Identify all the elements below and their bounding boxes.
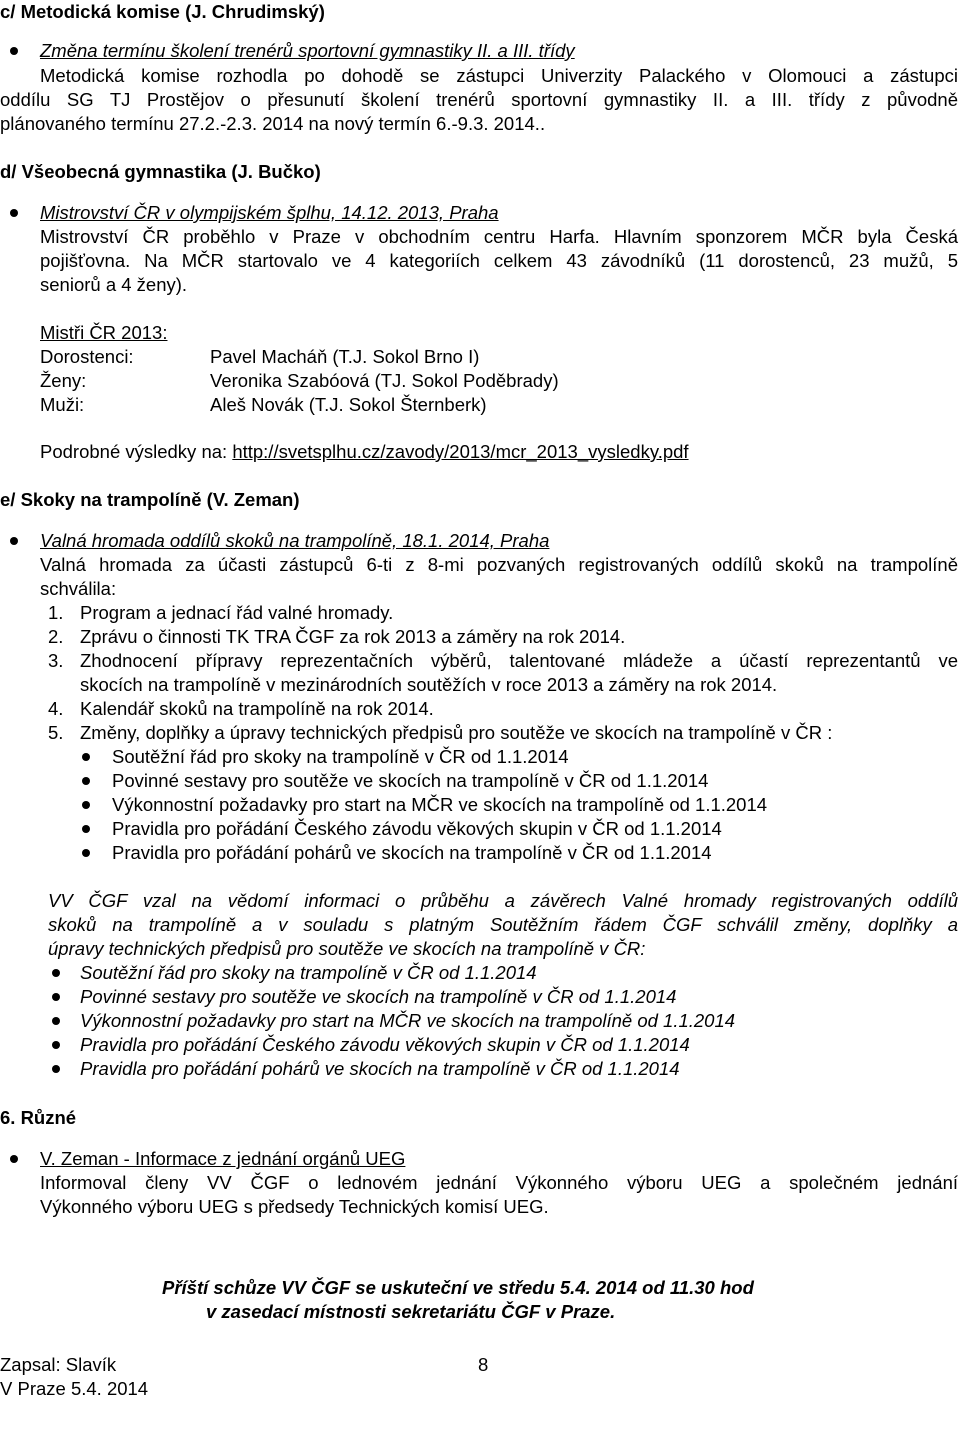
section-c-heading: c/ Metodická komise (J. Chrudimský): [0, 1, 325, 22]
section-6-paragraph-line: Výkonného výboru UEG s předsedy Technických komisí UEG.: [40, 1196, 549, 1217]
sub-list-item: Pravidla pro pořádání pohárů ve skocích na trampolíně v ČR od 1.1.2014: [112, 842, 712, 863]
bullet-icon: [52, 1065, 60, 1073]
list-item: Kalendář skoků na trampolíně na rok 2014.: [80, 698, 434, 719]
sub-list-item: Povinné sestavy pro soutěže ve skocích na trampolíně v ČR od 1.1.2014: [112, 770, 709, 791]
bullet-icon: [52, 969, 60, 977]
bullet-icon: [10, 209, 18, 217]
list-item: Program a jednací řád valné hromady.: [80, 602, 394, 623]
next-meeting-line: v zasedací místnosti sekretariátu ČGF v Praze.: [206, 1301, 616, 1322]
bullet-icon: [52, 993, 60, 1001]
champion-category: Muži:: [40, 394, 85, 415]
results-line: [40, 440, 689, 464]
section-c-paragraph-line: plánovaného termínu 27.2.-2.3. 2014 na nový termín 6.-9.3. 2014..: [0, 113, 546, 134]
list-number: 2.: [48, 626, 64, 647]
bullet-icon: [52, 1017, 60, 1025]
vv-list-item: Soutěžní řád pro skoky na trampolíně v ČR od 1.1.2014: [80, 962, 537, 983]
section-6-heading: 6. Různé: [0, 1107, 77, 1128]
section-d-heading: d/ Všeobecná gymnastika (J. Bučko): [0, 161, 321, 182]
next-meeting-line: Příští schůze VV ČGF se uskuteční ve středu 5.4. 2014 od 11.30 hod: [162, 1277, 754, 1298]
section-d-item-title: Mistrovství ČR v olympijském šplhu, 14.12. 2013, Praha: [40, 202, 499, 223]
section-e-paragraph-line: schválila:: [40, 578, 117, 599]
list-number: 4.: [48, 698, 64, 719]
list-number: 5.: [48, 722, 64, 743]
champion-category: Ženy:: [40, 370, 87, 391]
section-c-paragraph-line: Metodická komise rozhodla po dohodě se zástupci Univerzity Palackého v Olomouci a zástupci: [40, 65, 958, 86]
bullet-icon: [82, 849, 90, 857]
sub-list-item: Soutěžní řád pro skoky na trampolíně v ČR od 1.1.2014: [112, 746, 569, 767]
section-6-paragraph-line: Informoval členy VV ČGF o lednovém jednání Výkonného výboru UEG a společném jednání: [40, 1172, 958, 1193]
results-label: Podrobné výsledky na:: [40, 441, 233, 462]
bullet-icon: [82, 753, 90, 761]
section-e-item-title: Valná hromada oddílů skoků na trampolíně, 18.1. 2014, Praha: [40, 530, 550, 551]
champion-name: Veronika Szabóová (TJ. Sokol Poděbrady): [210, 370, 559, 391]
section-6-item-title: V. Zeman - Informace z jednání orgánů UEG: [40, 1148, 406, 1169]
footer-author: Zapsal: Slavík: [0, 1354, 117, 1375]
list-item: Zhodnocení přípravy reprezentačních výběrů, talentované mládeže a účastí reprezentantů ve: [80, 650, 958, 671]
results-link[interactable]: http://svetsplhu.cz/zavody/2013/mcr_2013_vysledky.pdf: [232, 441, 689, 462]
vv-list-item: Povinné sestavy pro soutěže ve skocích na trampolíně v ČR od 1.1.2014: [80, 986, 677, 1007]
section-c-item-title: Změna termínu školení trenérů sportovní gymnastiky II. a III. třídy: [40, 40, 575, 61]
champion-name: Pavel Macháň (T.J. Sokol Brno I): [210, 346, 480, 367]
bullet-icon: [52, 1041, 60, 1049]
bullet-icon: [10, 1155, 18, 1163]
section-d-paragraph-line: Mistrovství ČR proběhlo v Praze v obchodním centru Harfa. Hlavním sponzorem MČR byla Česká: [40, 226, 958, 247]
bullet-icon: [10, 47, 18, 55]
vv-paragraph-line: úpravy technických předpisů pro soutěže ve skocích na trampolíně v ČR:: [48, 938, 646, 959]
list-number: 1.: [48, 602, 64, 623]
vv-list-item: Pravidla pro pořádání Českého závodu věkových skupin v ČR od 1.1.2014: [80, 1034, 690, 1055]
champion-name: Aleš Novák (T.J. Sokol Šternberk): [210, 394, 487, 415]
list-item: Zprávu o činnosti TK TRA ČGF za rok 2013 a záměry na rok 2014.: [80, 626, 626, 647]
bullet-icon: [82, 777, 90, 785]
sub-list-item: Výkonnostní požadavky pro start na MČR ve skocích na trampolíně od 1.1.2014: [112, 794, 768, 815]
champions-title: Mistři ČR 2013:: [40, 322, 168, 343]
section-d-paragraph-line: seniorů a 4 ženy).: [40, 274, 188, 295]
sub-list-item: Pravidla pro pořádání Českého závodu věkových skupin v ČR od 1.1.2014: [112, 818, 722, 839]
bullet-icon: [10, 537, 18, 545]
list-item: skocích na trampolíně v mezinárodních soutěžích v roce 2013 a záměry na rok 2014.: [80, 674, 778, 695]
vv-list-item: Výkonnostní požadavky pro start na MČR ve skocích na trampolíně od 1.1.2014: [80, 1010, 736, 1031]
vv-paragraph-line: VV ČGF vzal na vědomí informaci o průběhu a závěrech Valné hromady registrovaných oddílů: [48, 890, 958, 911]
section-d-paragraph-line: pojišťovna. Na MČR startovalo ve 4 kategoriích celkem 43 závodníků (11 dorostenců, 23 mužů, 5: [40, 250, 958, 271]
footer-place-date: V Praze 5.4. 2014: [0, 1378, 149, 1399]
champion-category: Dorostenci:: [40, 346, 134, 367]
bullet-icon: [82, 801, 90, 809]
vv-list-item: Pravidla pro pořádání pohárů ve skocích na trampolíně v ČR od 1.1.2014: [80, 1058, 680, 1079]
section-e-paragraph-line: Valná hromada za účasti zástupců 6-ti z 8-mi pozvaných registrovaných oddílů skoků na trampolíně: [40, 554, 958, 575]
list-number: 3.: [48, 650, 64, 671]
section-e-heading: e/ Skoky na trampolíně (V. Zeman): [0, 489, 300, 510]
page-number: 8: [478, 1354, 489, 1375]
vv-paragraph-line: skoků na trampolíně a v souladu s platným Soutěžním řádem ČGF schválil změny, doplňky a: [48, 914, 958, 935]
list-item: Změny, doplňky a úpravy technických předpisů pro soutěže ve skocích na trampolíně v ČR :: [80, 722, 833, 743]
section-c-paragraph-line: oddílu SG TJ Prostějov o přesunutí školení trenérů sportovní gymnastiky II. a III. třídy z původně: [0, 89, 958, 110]
bullet-icon: [82, 825, 90, 833]
